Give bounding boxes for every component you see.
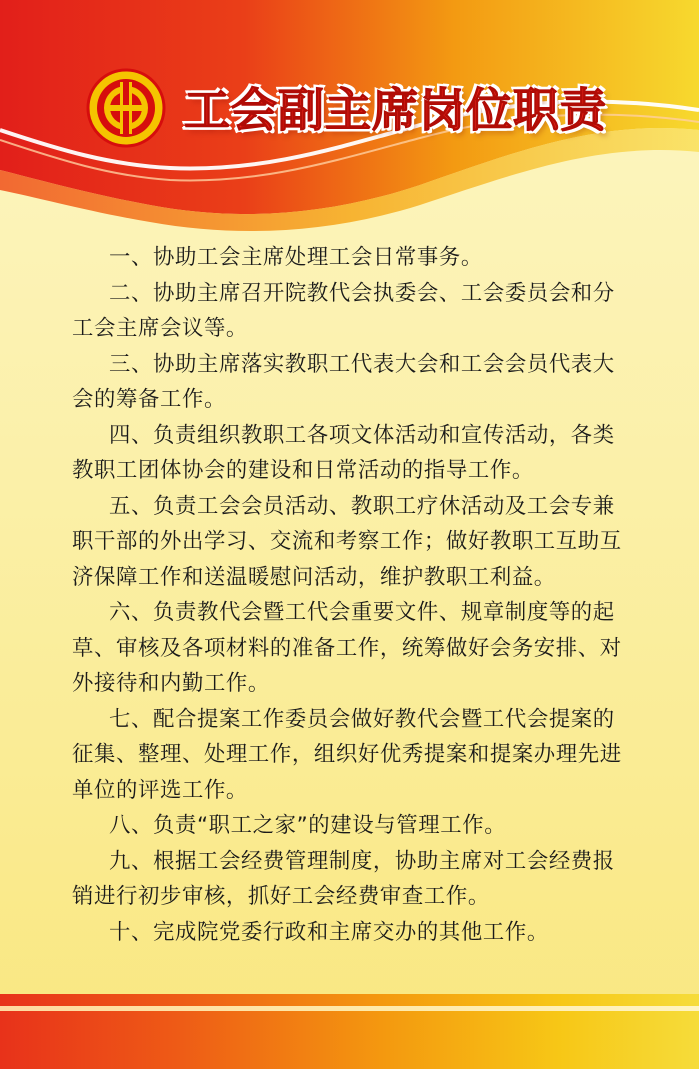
duty-item: 三、协助主席落实教职工代表大会和工会会员代表大会的筹备工作。 (72, 351, 615, 412)
footer-stripe (0, 1006, 699, 1011)
duty-item: 十、完成院党委行政和主席交办的其他工作。 (109, 919, 549, 945)
page-title: 工会副主席岗位职责 (184, 83, 607, 137)
union-emblem-icon (86, 68, 166, 148)
duty-item: 四、负责组织教职工各项文体活动和宣传活动，各类教职工团体协会的建设和日常活动的指导工作。 (72, 422, 615, 483)
duty-item: 七、配合提案工作委员会做好教代会暨工代会提案的征集、整理、处理工作，组织好优秀提案和提案办理先进单位的评选工作。 (72, 706, 622, 803)
duty-item: 二、协助主席召开院教代会执委会、工会委员会和分工会主席会议等。 (72, 280, 615, 341)
duty-item: 一、协助工会主席处理工会日常事务。 (109, 245, 483, 270)
duty-item: 八、负责“职工之家”的建设与管理工作。 (109, 813, 507, 838)
duty-item: 九、根据工会经费管理制度，协助主席对工会经费报销进行初步审核，抓好工会经费审查工作。 (72, 848, 615, 909)
duty-list (72, 240, 632, 950)
duty-item: 五、负责工会会员活动、教职工疗休活动及工会专兼职干部的外出学习、交流和考察工作；做好教职工互助互济保障工作和送温暖慰问活动，维护教职工利益。 (72, 493, 622, 590)
duty-item: 六、负责教代会暨工代会重要文件、规章制度等的起草、审核及各项材料的准备工作，统筹做好会务安排、对外接待和内勤工作。 (72, 600, 622, 696)
